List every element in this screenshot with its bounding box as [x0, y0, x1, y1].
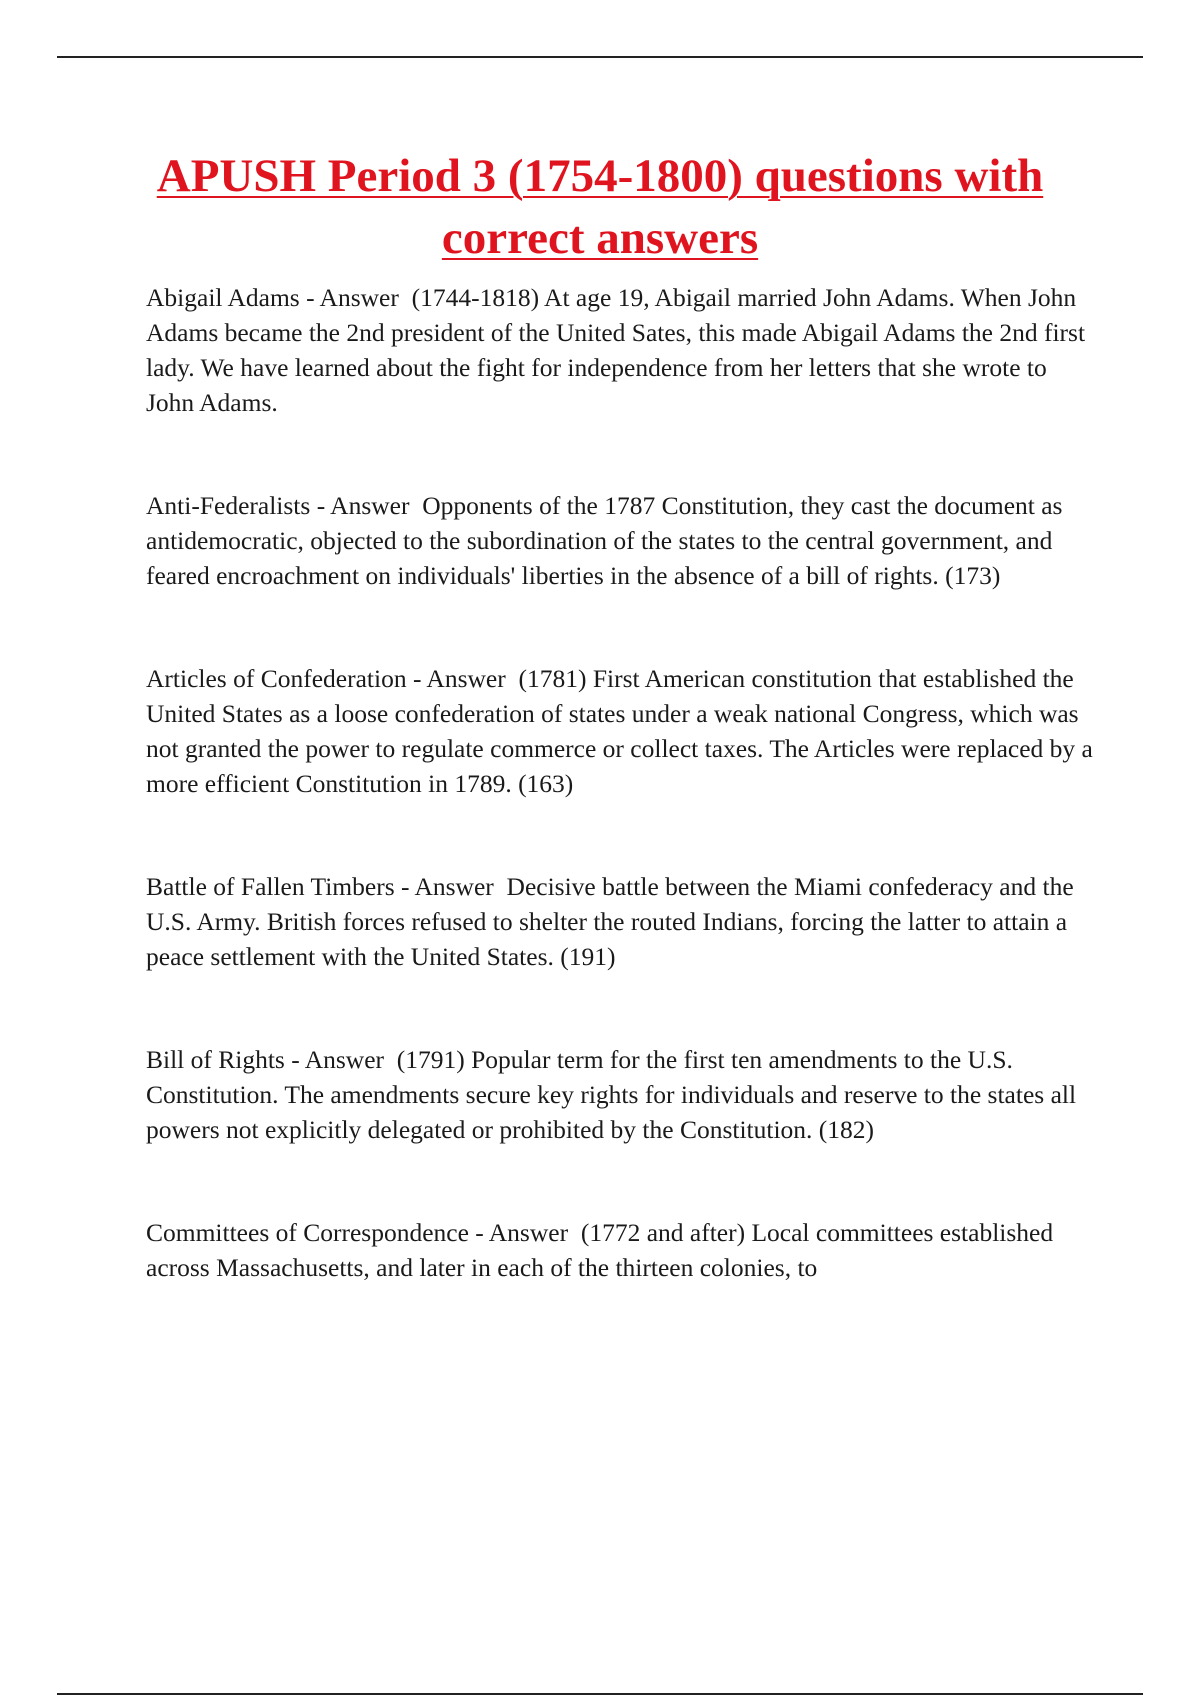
entry-definition: Decisive battle between the Miami confederacy and the U.S. Army. British forces refused to shelter the routed Indians, forcing the latter to attain a peace settlement with the United States. (191) [146, 872, 1074, 971]
top-rule [57, 56, 1143, 58]
answer-marker: - Answer [406, 664, 513, 693]
entry-definition: (1772 and after) Local committees established across Massachusetts, and later in each of the thirteen colonies, to [146, 1218, 1054, 1282]
document-title: APUSH Period 3 (1754-1800) questions with correct answers [156, 150, 1044, 264]
entry-definition: (1791) Popular term for the first ten amendments to the U.S. Constitution. The amendments secure key rights for individuals and reserve to the states all powers not explicitly delegated or prohibited by the Constitution. (182) [146, 1045, 1077, 1144]
entry-abigail-adams [146, 280, 1096, 420]
entry-definition: Opponents of the 1787 Constitution, they cast the document as antidemocratic, objected to the subordination of the states to the central government, and feared encroachment on individuals' liberties in the absence of a bill of rights. (173) [146, 491, 1063, 590]
entry-list [146, 280, 1096, 1353]
entry-term: Battle of Fallen Timbers [146, 872, 395, 901]
entry-committees-of-correspondence [146, 1215, 1096, 1285]
answer-marker: - Answer [284, 1045, 391, 1074]
entry-anti-federalists [146, 488, 1096, 593]
entry-term: Bill of Rights [146, 1045, 285, 1074]
entry-term: Committees of Correspondence [146, 1218, 469, 1247]
entry-bill-of-rights [146, 1042, 1096, 1147]
entry-articles-of-confederation [146, 661, 1096, 801]
bottom-rule [57, 1693, 1143, 1695]
entry-term: Articles of Confederation [146, 664, 407, 693]
answer-marker: - Answer [468, 1218, 575, 1247]
entry-term: Abigail Adams [146, 283, 300, 312]
answer-marker: - Answer [299, 283, 406, 312]
answer-marker: - Answer [310, 491, 416, 520]
entry-definition: (1744-1818) At age 19, Abigail married John Adams. When John Adams became the 2nd president of the United Sates, this made Abigail Adams the 2nd first lady. We have learned about the fight for independence from her letters that she wrote to John Adams. [146, 283, 1086, 417]
entry-definition: (1781) First American constitution that established the United States as a loose confederation of states under a weak national Congress, which was not granted the power to regulate commerce or collect taxes. The Articles were replaced by a more efficient Constitution in 1789. (163) [146, 664, 1093, 798]
entry-term: Anti-Federalists [146, 491, 311, 520]
entry-battle-of-fallen-timbers [146, 869, 1096, 974]
answer-marker: - Answer [394, 872, 501, 901]
